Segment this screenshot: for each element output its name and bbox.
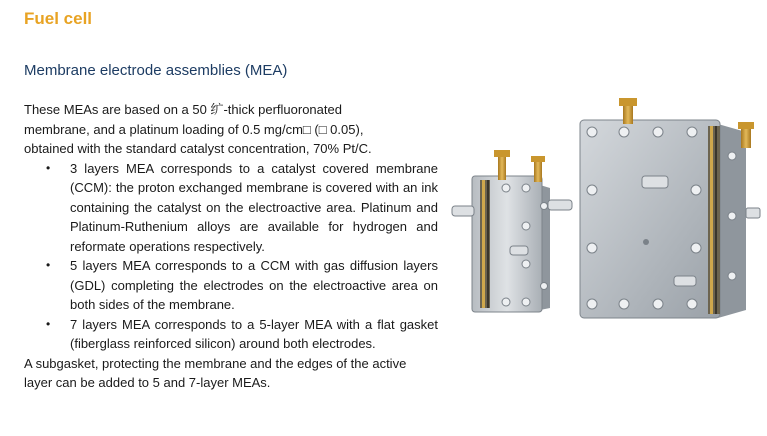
large-cell [580,98,760,318]
intro-line-3: obtained with the standard catalyst concentration, 70% Pt/C. [24,141,372,156]
list-item: • 7 layers MEA corresponds to a 5-layer MEA with a flat gasket (fiberglass reinforced silicon) around both electrodes. [70,315,438,354]
intro-line-2: membrane, and a platinum loading of 0.5 mg/cm□ (□ 0.05), [24,121,364,137]
page-title: Fuel cell [24,9,93,28]
intro-line-1: These MEAs are based on a 50 纩-thick perfluoronated [24,102,342,117]
list-item: • 3 layers MEA corresponds to a catalyst covered membrane (CCM): the proton exchanged membrane is covered with an ink containing the catalyst on the electroactive area. Platinum and Platinum-Ruthenium alloys are available for hydrogen and reformate operations respectively. [70,159,438,257]
mea-types-list [24,159,438,354]
list-item: • 5 layers MEA corresponds to a CCM with gas diffusion layers (GDL) completing the electrodes on the electroactive area on both sides of the membrane. [70,256,438,315]
outro-paragraph: A subgasket, protecting the membrane and the edges of the active layer can be added to 5 and 7-layer MEAs. [24,355,407,390]
fuel-cell-photo [446,96,764,328]
section-title: Membrane electrode assemblies (MEA) [24,62,288,79]
body-text [24,100,438,393]
intro-paragraph [24,100,438,159]
fuel-cell-stack-illustration [446,96,764,328]
small-cell [452,150,572,312]
